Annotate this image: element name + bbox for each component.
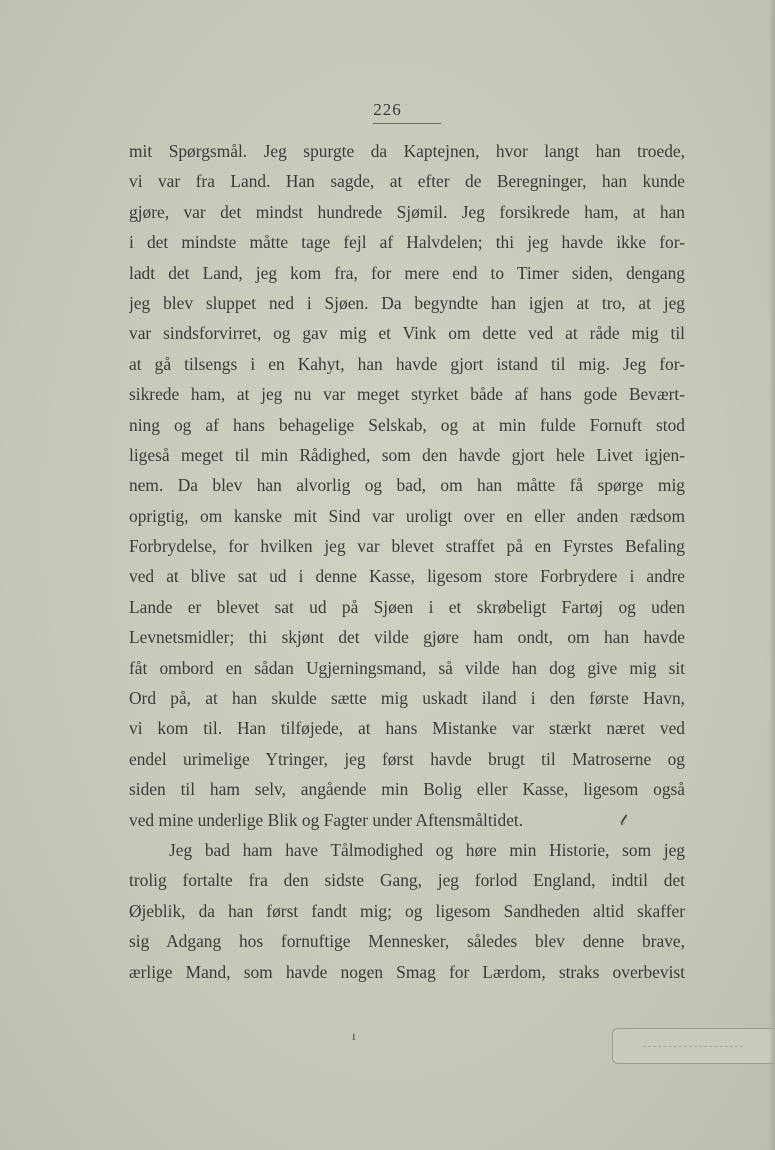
text-line: Levnetsmidler; thi skjønt det vilde gjøre ham ondt, om han havde <box>129 627 685 648</box>
text-line: jeg blev sluppet ned i Sjøen. Da begyndte han igjen at tro, at jeg <box>129 292 685 313</box>
text-line: var sindsforvirret, og gav mig et Vink om dette ved at råde mig til <box>129 323 685 344</box>
text-line: vi var fra Land. Han sagde, at efter de Beregninger, han kunde <box>129 171 685 192</box>
text-line: vi kom til. Han tilføjede, at hans Mistanke var stærkt næret ved <box>129 718 685 739</box>
page-number-rule <box>373 123 441 124</box>
text-line: ved at blive sat ud i denne Kasse, ligesom store Forbrydere i andre <box>129 566 685 587</box>
text-line: ning og af hans behagelige Selskab, og at min fulde Fornuft stod <box>129 414 685 435</box>
text-line: endel urimelige Ytringer, jeg først havde brugt til Matroserne og <box>129 748 685 769</box>
text-line: ærlige Mand, som havde nogen Smag for Lærdom, straks overbevist <box>129 961 685 982</box>
text-line: fåt ombord en sådan Ugjerningsmand, så vilde han dog give mig sit <box>129 657 685 678</box>
text-line: nem. Da blev han alvorlig og bad, om han måtte få spørge mig <box>129 475 685 496</box>
paragraph-end-line: ved mine underlige Blik og Fagter under Aftensmåltidet. <box>129 809 524 830</box>
slip-dash <box>643 1046 743 1047</box>
body-text <box>129 136 685 987</box>
text-line: Forbrydelse, for hvilken jeg var blevet straffet på en Fyrstes Befaling <box>129 536 685 557</box>
text-line: at gå tilsengs i en Kahyt, han havde gjort istand til mig. Jeg for- <box>129 353 685 374</box>
text-line: ladt det Land, jeg kom fra, for mere end to Timer siden, dengang <box>129 262 685 283</box>
page-number: 226 <box>373 100 402 119</box>
ink-mark-icon: 𝓉 <box>620 812 626 829</box>
text-line: mit Spørgsmål. Jeg spurgte da Kaptejnen, hvor langt han troede, <box>129 141 685 161</box>
paper-slip <box>612 1028 775 1064</box>
text-line: trolig fortalte fra den sidste Gang, jeg forlod England, indtil det <box>129 870 685 891</box>
signature-mark: ı <box>352 1028 356 1043</box>
text-line: oprigtig, om kanske mit Sind var uroligt over en eller anden rædsom <box>129 505 685 526</box>
text-line: ligeså meget til min Rådighed, som den havde gjort hele Livet igjen- <box>129 444 685 465</box>
text-line: i det mindste måtte tage fejl af Halvdelen; thi jeg havde ikke for- <box>129 232 685 253</box>
text-line: Ord på, at han skulde sætte mig uskadt iland i den første Havn, <box>129 688 685 709</box>
text-line: sig Adgang hos fornuftige Mennesker, således blev denne brave, <box>129 931 685 952</box>
paragraph-start-line: Jeg bad ham have Tålmodighed og høre min Historie, som jeg <box>169 839 685 860</box>
text-line: sikrede ham, at jeg nu var meget styrket både af hans gode Bevært- <box>129 384 685 405</box>
text-line: Øjeblik, da han først fandt mig; og ligesom Sandheden altid skaffer <box>129 900 685 921</box>
text-line: Lande er blevet sat ud på Sjøen i et skrøbeligt Fartøj og uden <box>129 596 685 617</box>
page-edge-shadow <box>769 0 775 1150</box>
text-line: gjøre, var det mindst hundrede Sjømil. Jeg forsikrede ham, at han <box>129 201 685 222</box>
text-line: siden til ham selv, angående min Bolig eller Kasse, ligesom også <box>129 779 685 800</box>
